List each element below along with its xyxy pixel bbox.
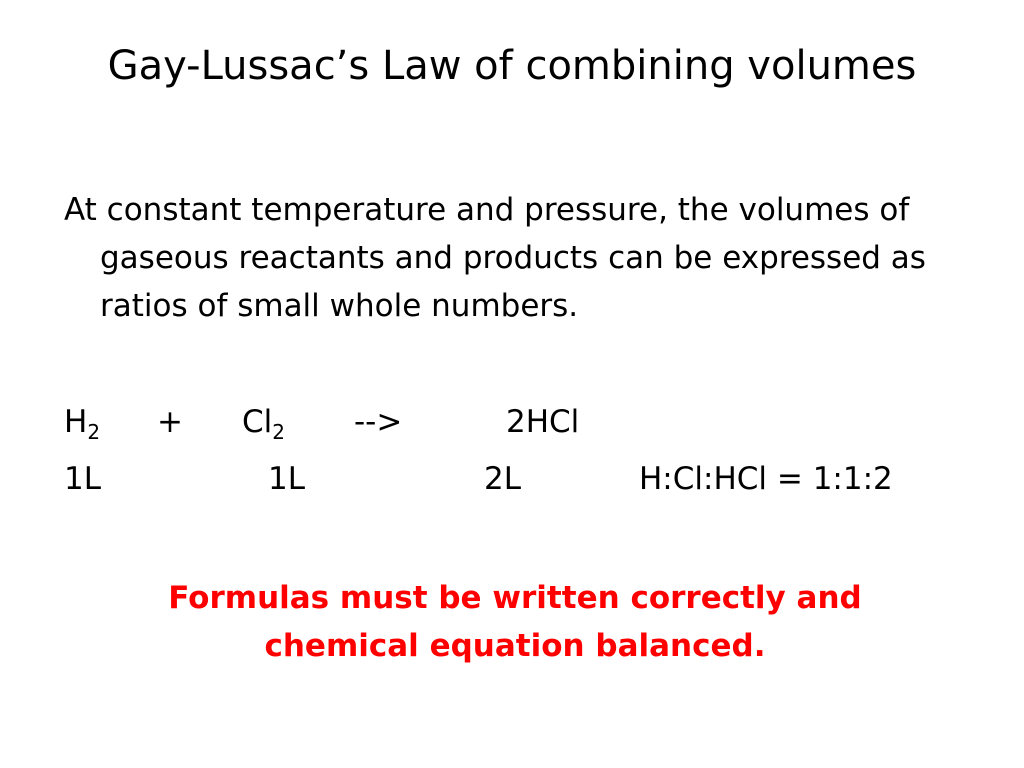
equation-row xyxy=(64,398,964,446)
volume-ratio: H:Cl:HCl = 1:1:2 xyxy=(639,461,893,497)
volume-h2: 1L xyxy=(64,461,101,497)
law-statement: At constant temperature and pressure, the volumes of gaseous reactants and products can be expressed as ratios of small whole numbers. xyxy=(64,192,926,324)
reactant-cl2 xyxy=(242,398,285,446)
balance-note: Formulas must be written correctly and chemical equation balanced. xyxy=(168,580,862,664)
reactant-h2 xyxy=(64,398,100,446)
h2-symbol: H xyxy=(64,404,88,440)
cl2-symbol: Cl xyxy=(242,404,273,440)
volume-hcl: 2L xyxy=(484,461,521,497)
h2-subscript: 2 xyxy=(87,420,101,445)
volumes-row xyxy=(64,455,964,503)
cl2-subscript: 2 xyxy=(272,420,285,445)
product-hcl: 2HCl xyxy=(506,404,580,440)
volume-cl2: 1L xyxy=(268,461,305,497)
slide-title: Gay-Lussac’s Law of combining volumes xyxy=(107,43,917,89)
plus-sign: + xyxy=(157,404,183,440)
reaction-arrow: --> xyxy=(354,404,403,440)
